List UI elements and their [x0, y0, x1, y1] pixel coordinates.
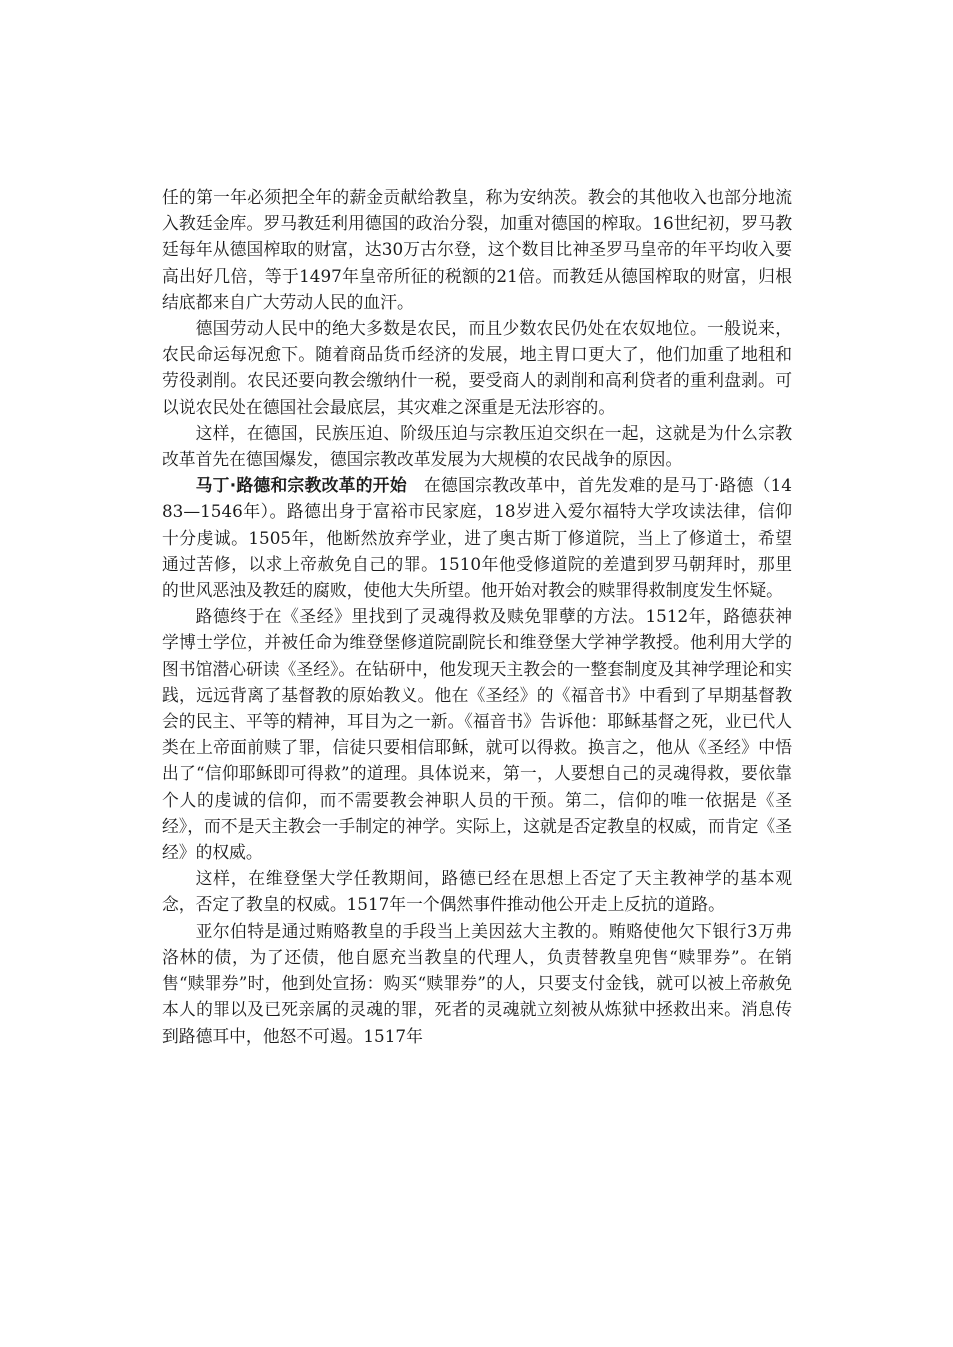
- paragraph-text: 任的第一年必须把全年的薪金贡献给教皇，称为安纳茨。教会的其他收入也部分地流入教廷金库。罗马教廷利用德国的政治分裂，加重对德国的榨取。16世纪初，罗马教廷每年从德国榨取的财富，达30万古尔登，这个数目比神圣罗马皇帝的年平均收入要高出好几倍，等于1497年皇帝所征的税额的21倍。而教廷从德国榨取的财富，归根结底都来自广大劳动人民的血汗。: [162, 187, 792, 312]
- paragraph-2: [162, 315, 792, 420]
- paragraph-text: 这样，在维登堡大学任教期间，路德已经在思想上否定了天主教神学的基本观念，否定了教皇的权威。1517年一个偶然事件推动他公开走上反抗的道路。: [162, 868, 792, 915]
- paragraph-4: [162, 472, 792, 603]
- paragraph-5: [162, 603, 792, 865]
- section-heading: 马丁·路德和宗教改革的开始: [195, 475, 407, 496]
- paragraph-text: 路德终于在《圣经》里找到了灵魂得救及赎免罪孽的方法。1512年，路德获神学博士学位，并被任命为维登堡修道院副院长和维登堡大学神学教授。他利用大学的图书馆潜心研读《圣经》。在钻研中，他发现天主教会的一整套制度及其神学理论和实践，远远背离了基督教的原始教义。他在《圣经》的《福音书》中看到了早期基督教会的民主、平等的精神，耳目为之一新。《福音书》告诉他：耶稣基督之死，业已代人类在上帝面前赎了罪，信徒只要相信耶稣，就可以得救。换言之，他从《圣经》中悟出了“信仰耶稣即可得救”的道理。具体说来，第一，人要想自己的灵魂得救，要依靠个人的虔诚的信仰，而不需要教会神职人员的干预。第二，信仰的唯一依据是《圣经》，而不是天主教会一手制定的神学。实际上，这就是否定教皇的权威，而肯定《圣经》的权威。: [162, 606, 792, 863]
- paragraph-7: [162, 918, 792, 1049]
- paragraph-text: 在德国宗教改革中，首先发难的是马丁·路德（1483—1546年）。路德出身于富裕市民家庭，18岁进入爱尔福特大学攻读法律，信仰十分虔诚。1505年，他断然放弃学业，进了奥古斯丁修道院，当上了修道士，希望通过苦修，以求上帝赦免自己的罪。1510年他受修道院的差遣到罗马朝拜时，那里的世风恶浊及教廷的腐败，使他大失所望。他开始对教会的赎罪得救制度发生怀疑。: [162, 475, 792, 601]
- paragraph-text: 亚尔伯特是通过贿赂教皇的手段当上美因兹大主教的。贿赂使他欠下银行3万弗洛林的债，为了还债，他自愿充当教皇的代理人，负责替教皇兜售“赎罪券”。在销售“赎罪券”时，他到处宣扬：购买“赎罪券”的人，只要支付金钱，就可以被上帝赦免本人的罪以及已死亲属的灵魂的罪，死者的灵魂就立刻被从炼狱中拯救出来。消息传到路德耳中，他怒不可遏。1517年: [162, 920, 792, 1046]
- paragraph-6: [162, 865, 792, 917]
- document-page: [162, 184, 792, 1049]
- paragraph-text: 这样，在德国，民族压迫、阶级压迫与宗教压迫交织在一起，这就是为什么宗教改革首先在德国爆发，德国宗教改革发展为大规模的农民战争的原因。: [162, 422, 792, 470]
- paragraph-text: 德国劳动人民中的绝大多数是农民，而且少数农民仍处在农奴地位。一般说来，农民命运每况愈下。随着商品货币经济的发展，地主胃口更大了，他们加重了地租和劳役剥削。农民还要向教会缴纳什一税，要受商人的剥削和高利贷者的重利盘剥。可以说农民处在德国社会最底层，其灾难之深重是无法形容的。: [162, 318, 792, 417]
- paragraph-1: [162, 184, 792, 315]
- paragraph-3: [162, 420, 792, 472]
